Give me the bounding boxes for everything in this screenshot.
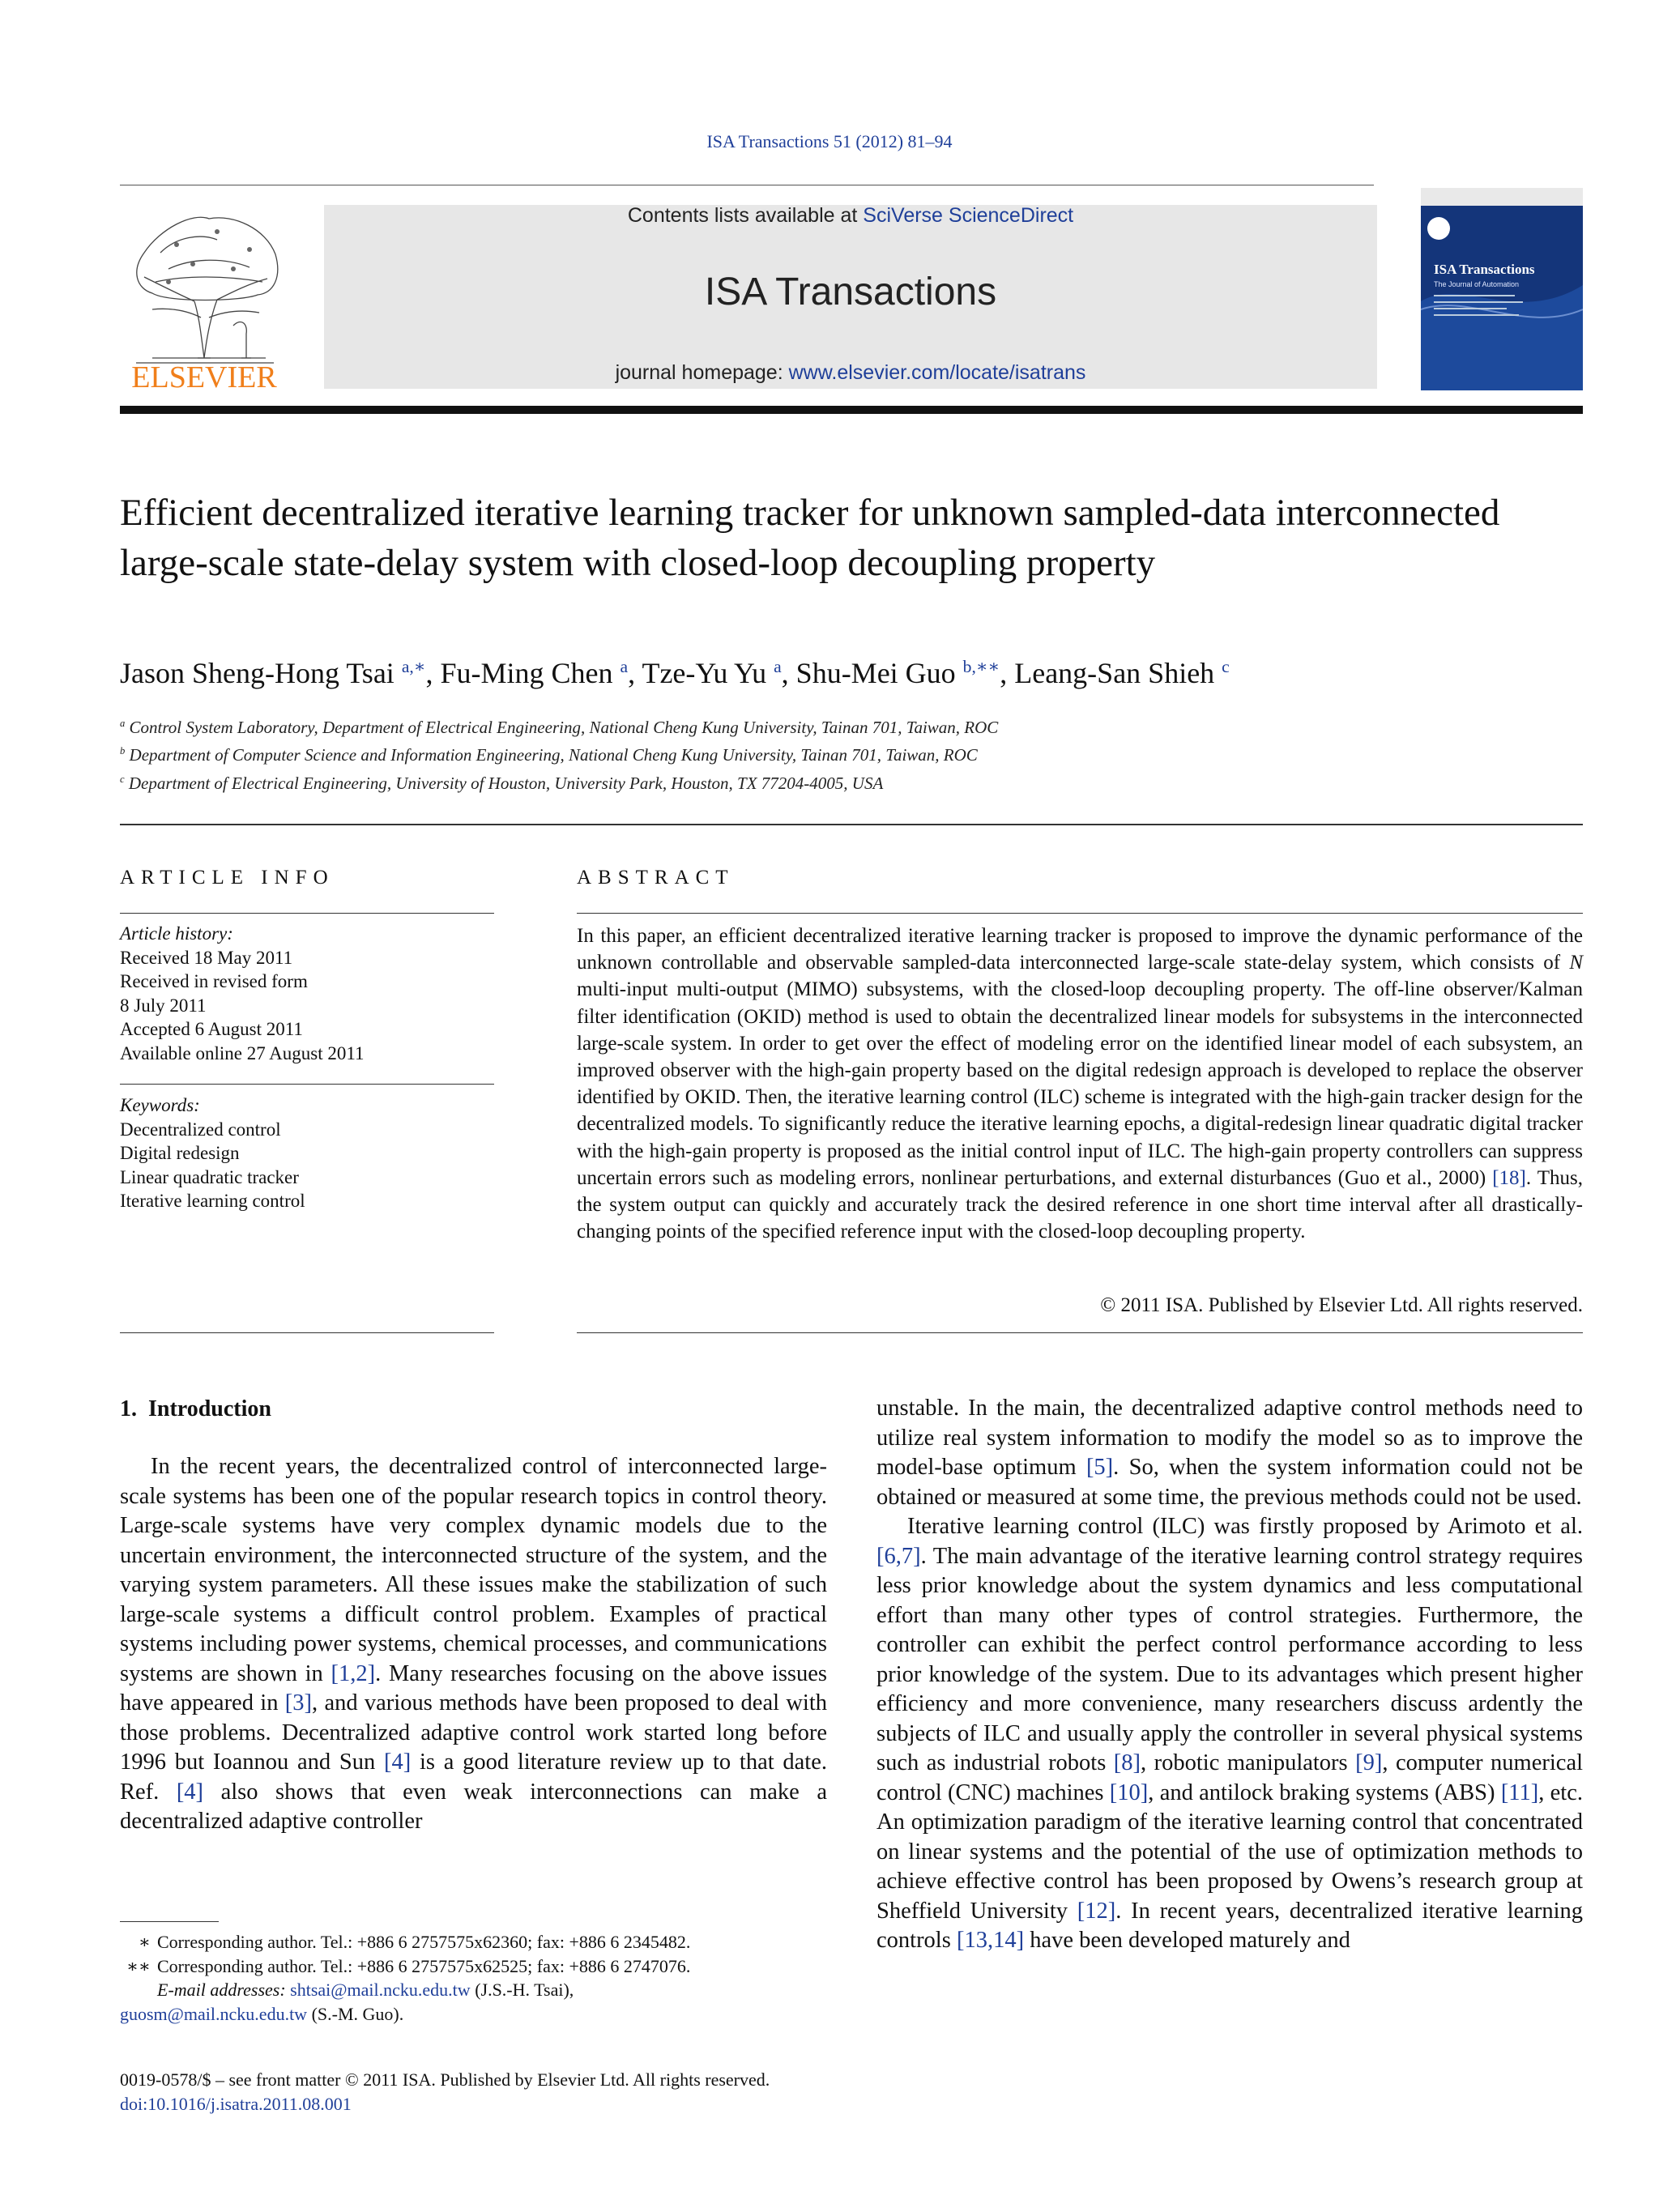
citation-link[interactable]: [5] — [1085, 1455, 1114, 1480]
keyword: Digital redesign — [120, 1143, 240, 1163]
history-item: Accepted 6 August 2011 — [120, 1019, 303, 1039]
cover-subtitle: The Journal of Automation — [1434, 280, 1520, 288]
footnote-text: Corresponding author. Tel.: +886 6 2757575x62360; fax: +886 6 2345482. — [157, 1932, 691, 1952]
author-affiliation-mark[interactable]: c — [1222, 657, 1230, 676]
author-name: Jason Sheng-Hong Tsai — [120, 657, 394, 689]
section-number: 1. — [120, 1396, 137, 1421]
email-link[interactable]: shtsai@mail.ncku.edu.tw — [290, 1980, 471, 2000]
author-name: Tze-Yu Yu — [642, 657, 767, 689]
publication-info — [120, 2068, 1092, 2116]
email-owner: (J.S.-H. Tsai), — [470, 1980, 574, 2000]
body-text: , computer numerical control (CNC) machines — [876, 1750, 1584, 1805]
history-item: Available online 27 August 2011 — [120, 1042, 365, 1063]
article-info-rule — [120, 913, 494, 914]
body-text: have been developed maturely and — [1024, 1928, 1350, 1953]
body-text: Iterative learning control (ILC) was firstly proposed by Arimoto et al. — [907, 1514, 1583, 1539]
citation-link[interactable]: [9] — [1355, 1750, 1383, 1775]
citation-link[interactable]: [13,14] — [956, 1928, 1025, 1953]
citation-link[interactable]: [18] — [1492, 1166, 1526, 1189]
citation-link[interactable]: [4] — [384, 1750, 412, 1775]
math-symbol: N — [1569, 952, 1583, 974]
keyword: Decentralized control — [120, 1119, 281, 1140]
paragraph — [876, 1512, 1583, 1956]
article-info-heading: ARTICLE INFO — [120, 867, 335, 889]
body-text: In the recent years, the decentralized control of interconnected large-scale systems has been one of the popular research topics in control theory. Large-scale systems have very complex dynamic models due to the uncertain environment, the interconnected structure of the system, and the varying system parameters. All these issues make the stabilization of such large-scale systems a difficult control problem. Examples of practical systems including power systems, chemical processes, and communications systems are shown in — [120, 1454, 827, 1686]
abstract-copyright: © 2011 ISA. Published by Elsevier Ltd. All rights reserved. — [1100, 1294, 1583, 1316]
citation-link[interactable]: [8] — [1113, 1750, 1141, 1775]
body-text: . The main advantage of the iterative learning control strategy requires less prior knowledge about the system dynamics and less computational effort than many other types of control strategies. Furthermore, the controller can exhibit the perfect control performance according to less prior knowledge of the system. Due to its advantages which present higher efficiency and more convenience, many researchers discuss ardently the subjects of ILC and usually apply the controller in several physical systems such as industrial robots — [876, 1543, 1583, 1775]
affiliation-b — [120, 745, 1562, 765]
citation-link[interactable]: [6,7] — [876, 1543, 921, 1569]
sciencedirect-link[interactable]: SciVerse ScienceDirect — [863, 204, 1074, 227]
citation-link[interactable]: [3] — [284, 1690, 312, 1715]
keywords-label: Keywords: — [120, 1095, 200, 1115]
issn-line: 0019-0578/$ – see front matter © 2011 ISA. Published by Elsevier Ltd. All rights reserved. — [120, 2069, 770, 2090]
affiliation-text: Control System Laboratory, Department of Electrical Engineering, National Cheng Kung University, Tainan 701, Taiwan, ROC — [129, 718, 999, 737]
email-owner: (S.-M. Guo). — [307, 2003, 404, 2024]
history-item: 8 July 2011 — [120, 995, 207, 1016]
body-column-right — [876, 1394, 1583, 1956]
author-name: Fu-Ming Chen — [440, 657, 613, 689]
body-text: , etc. An optimization paradigm of the iterative learning control that concentrated on linear systems and the potential of the use of optimization methods to achieve effective control has been proposed by Owens’s research group at Sheffield University — [876, 1779, 1584, 1924]
footnote-rule — [120, 1921, 219, 1922]
affiliation-mark: c — [120, 774, 125, 785]
email-line — [120, 2002, 833, 2027]
homepage-prefix: journal homepage: — [615, 361, 789, 384]
abstract-text: In this paper, an efficient decentralized iterative learning tracker is proposed to improve the dynamic performance of the unknown controllable and observable sampled-data interconnected large-scale state-delay system, which consists of — [577, 925, 1583, 974]
affiliation-text: Department of Electrical Engineering, University of Houston, University Park, Houston, TX 77204-4005, USA — [128, 774, 884, 793]
cover-title: ISA Transactions — [1434, 262, 1535, 277]
section-heading — [120, 1396, 271, 1422]
history-label: Article history: — [120, 923, 233, 944]
elsevier-logo — [120, 204, 288, 390]
email-label: E-mail addresses: — [157, 1980, 286, 2000]
journal-cover[interactable] — [1421, 188, 1583, 390]
article-title: Efficient decentralized iterative learning tracker for unknown sampled-data interconnected large-scale state-delay system with closed-loop decoupling property — [120, 492, 1500, 584]
footnotes — [120, 1930, 833, 2026]
affiliation-mark: a — [120, 718, 126, 729]
abstract-rule — [577, 1332, 1583, 1333]
footnote-text: Corresponding author. Tel.: +886 6 2757575x62525; fax: +886 6 2747076. — [157, 1955, 691, 1976]
footnote-2 — [120, 1954, 833, 1979]
body-text: , robotic manipulators — [1141, 1750, 1356, 1775]
body-text: . In recent years, decentralized iterative learning controls — [876, 1898, 1583, 1953]
article-history — [120, 922, 494, 1065]
homepage-line — [324, 361, 1377, 385]
article-info-rule — [120, 1084, 494, 1085]
contents-prefix: Contents lists available at — [627, 204, 864, 227]
abstract-heading: ABSTRACT — [577, 867, 735, 889]
footnote-mark: ∗ — [139, 1932, 151, 1952]
body-text: . So, when the system information could not be obtained or measured at some time, the previous methods could not be used. — [876, 1455, 1583, 1510]
doi-link[interactable]: doi:10.1016/j.isatra.2011.08.001 — [120, 2093, 352, 2114]
affiliation-c — [120, 774, 1562, 794]
affiliation-a — [120, 718, 1562, 738]
abstract-rule — [577, 913, 1583, 914]
author-affiliation-mark[interactable]: b,∗∗ — [962, 657, 1000, 676]
author-list: Jason Sheng-Hong Tsai $^{a,∗}$, Fu-Ming Chen $^a$, Tze-Yu Yu $^a$, Shu-Mei Guo $^{b,∗∗}$, Leang-San Shieh $^c$ — [120, 657, 1230, 689]
section-title: Introduction — [148, 1396, 271, 1421]
author-affiliation-mark[interactable]: a — [620, 657, 629, 676]
journal-cover-image — [1421, 188, 1583, 390]
elsevier-wordmark: ELSEVIER — [131, 360, 277, 390]
author-affiliation-mark[interactable]: a — [774, 657, 782, 676]
section-divider — [120, 824, 1583, 825]
paragraph — [120, 1452, 827, 1837]
footnote-1 — [120, 1930, 833, 1954]
email-line — [120, 1978, 833, 2002]
citation-link[interactable]: [1,2] — [331, 1660, 376, 1686]
elsevier-tree-icon — [120, 204, 288, 390]
history-item: Received in revised form — [120, 971, 308, 991]
journal-reference[interactable]: ISA Transactions 51 (2012) 81–94 — [706, 131, 953, 151]
citation-link[interactable]: [12] — [1077, 1898, 1116, 1924]
author-affiliation-mark[interactable]: a,∗ — [401, 657, 426, 676]
keywords — [120, 1093, 494, 1213]
footnote-mark: ∗∗ — [126, 1955, 151, 1976]
affiliation-mark: b — [120, 745, 126, 757]
homepage-link[interactable]: www.elsevier.com/locate/isatrans — [788, 361, 1086, 384]
header-thick-rule — [120, 406, 1583, 414]
body-text: , and antilock braking systems (ABS) — [1148, 1779, 1501, 1805]
email-link[interactable]: guosm@mail.ncku.edu.tw — [120, 2003, 308, 2024]
article-info-rule — [120, 1332, 494, 1333]
body-column-left — [120, 1452, 827, 1837]
body-text: unstable. In the main, the decentralized adaptive control methods need to utilize real system information to modify the model so as to improve the model-base optimum — [876, 1396, 1583, 1480]
author-name: Leang-San Shieh — [1014, 657, 1215, 689]
keyword: Iterative learning control — [120, 1191, 305, 1211]
body-text: . Many researches focusing on the above issues have appeared in — [120, 1660, 827, 1715]
body-text: , and various methods have been proposed to deal with those problems. Decentralized adaptive control work started long before 1996 but Ioannou and Sun — [120, 1690, 827, 1775]
citation-link[interactable]: [4] — [176, 1779, 204, 1805]
author-name: Shu-Mei Guo — [795, 657, 956, 689]
citation-link[interactable]: [10] — [1109, 1779, 1149, 1805]
abstract-text: . Thus, the system output can quickly and accurately track the desired reference in one short time interval after all drastically-changing points of the specified reference input with the closed-loop decoupling property. — [577, 1166, 1583, 1243]
paragraph — [876, 1394, 1583, 1512]
keyword: Linear quadratic tracker — [120, 1166, 299, 1187]
journal-title: ISA Transactions — [704, 271, 997, 313]
history-item: Received 18 May 2011 — [120, 947, 293, 968]
contents-line — [324, 204, 1377, 228]
abstract-text: multi-input multi-output (MIMO) subsystems, with the closed-loop decoupling property. The off-line observer/Kalman filter identification (OKID) method is used to obtain the decentralized linear models for subsystems in the interconnected large-scale system. In order to get over the effect of modeling error on the identified linear model of each subsystem, an improved observer with the high-gain property based on the digital redesign approach is developed to replace the observer identified by OKID. Then, the iterative learning control (ILC) scheme is integrated with the high-gain tracker design for the decentralized models. To significantly reduce the iterative learning epochs, a digital-redesign linear quadratic digital tracker with the high-gain property is proposed as the initial control input of ILC. The high-gain property controllers can suppress uncertain errors such as modeling errors, nonlinear perturbations, and external disturbances (Guo et al., 2000) — [577, 978, 1583, 1189]
body-text: also shows that even weak interconnections can make a decentralized adaptive controller — [120, 1779, 827, 1834]
abstract-body — [577, 923, 1583, 1245]
citation-link[interactable]: [11] — [1500, 1779, 1539, 1805]
body-text: is a good literature review up to that date. Ref. — [120, 1750, 827, 1805]
affiliation-text: Department of Computer Science and Information Engineering, National Cheng Kung University, Tainan 701, Taiwan, ROC — [129, 745, 978, 765]
